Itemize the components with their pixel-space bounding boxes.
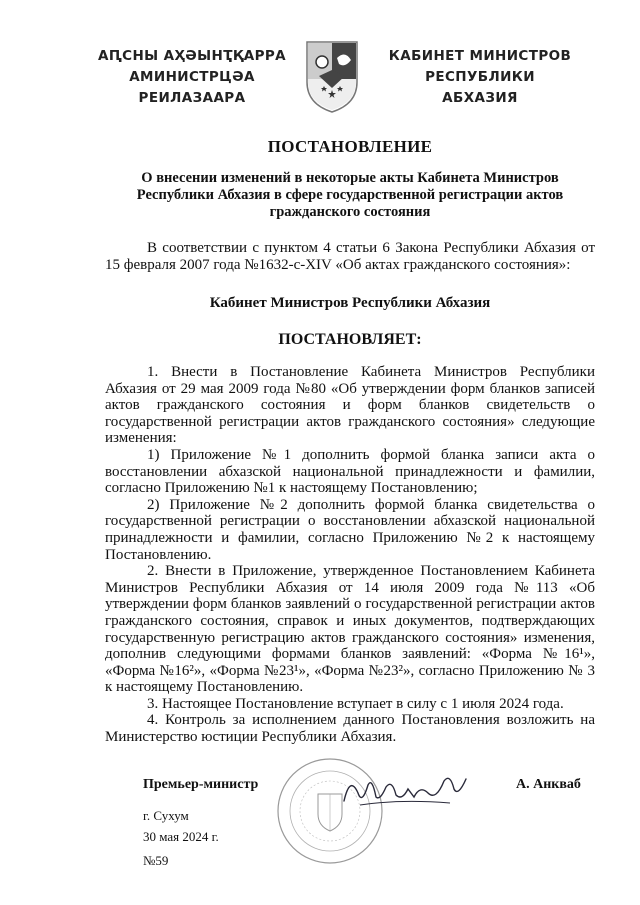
letterhead-russian-line1: КАБИНЕТ МИНИСТРОВ (388, 48, 572, 64)
signatory-name: А. Анкваб (516, 777, 581, 792)
letterhead-abkhaz-line1: АԤСНЫ АҲӘЫНҬҚАРРА (97, 48, 287, 64)
subtitle-line2: Республики Абхазия в сфере государственной регистрации актов (136, 187, 564, 203)
item-2: 2. Внести в Приложение, утвержденное Постановлением Кабинета Министров Республики Абхазия от 14 июля 2009 года №113 «Об утверждении форм бланков заявлений о государственной регистрации актов гражданского состояния, справок и иных документов, подтверждающих государственную регистрацию актов гражданского состояния» изменения, дополнив следующими формами бланков заявлений: «Форма №16¹», «Форма №16²», «Форма №23¹», «Форма №23²», согласно Приложению № 3 к настоящему Постановлению. (105, 563, 595, 696)
letterhead-abkhaz (82, 46, 302, 109)
preamble: В соответствии с пунктом 4 статьи 6 Закона Республики Абхазия от 15 февраля 2007 года №1632-с-XIV «Об актах гражданского состояния»: (105, 240, 595, 273)
document-number: №59 (143, 853, 169, 868)
item-3: 3. Настоящее Постановление вступает в силу с 1 июля 2024 года. (147, 695, 564, 712)
abkhazia-emblem-icon (305, 40, 359, 114)
issue-city: г. Сухум (143, 808, 189, 823)
signatory-position: Премьер-министр (143, 777, 259, 792)
letterhead-russian-line2: РЕСПУБЛИКИ АБХАЗИЯ (425, 69, 535, 106)
document-title: ПОСТАНОВЛЕНИЕ (267, 137, 433, 156)
decree-body (105, 364, 595, 746)
signature-scribble (340, 771, 470, 811)
item-4: 4. Контроль за исполнением данного Постановления возложить на Министерство юстиции Республики Абхазия. (105, 712, 595, 746)
issue-date: 30 мая 2024 г. (143, 829, 219, 844)
subtitle-line1: О внесении изменений в некоторые акты Кабинета Министров (141, 170, 559, 186)
letterhead-abkhaz-line2: АМИНИСТРЦӘА РЕИЛАЗААРА (129, 69, 255, 106)
decree-heading: ПОСТАНОВЛЯЕТ: (278, 331, 422, 348)
letterhead (0, 40, 640, 120)
subtitle-line3: гражданского состояния (269, 204, 431, 220)
item-1-1: 1) Приложение №1 дополнить формой бланка записи акта о восстановлении абхазской национальной принадлежности и фамилии, согласно Приложению №1 к настоящему Постановлению; (105, 446, 595, 497)
issuer: Кабинет Министров Республики Абхазия (209, 295, 491, 311)
document-subtitle (105, 170, 595, 221)
item-1: 1. Внести в Постановление Кабинета Министров Республики Абхазия от 29 мая 2009 года №80 «Об утверждении форм бланков записей актов гражданского состояния и форм бланков свидетельств о государственной регистрации актов гражданского состояния» следующие изменения: (105, 364, 595, 447)
item-1-2: 2) Приложение №2 дополнить формой бланка свидетельства о государственной регистрации о восстановлении абхазской национальной принадлежности и фамилии, согласно Приложению №2 к настоящему Постановлению. (105, 496, 595, 563)
letterhead-russian (385, 46, 575, 109)
